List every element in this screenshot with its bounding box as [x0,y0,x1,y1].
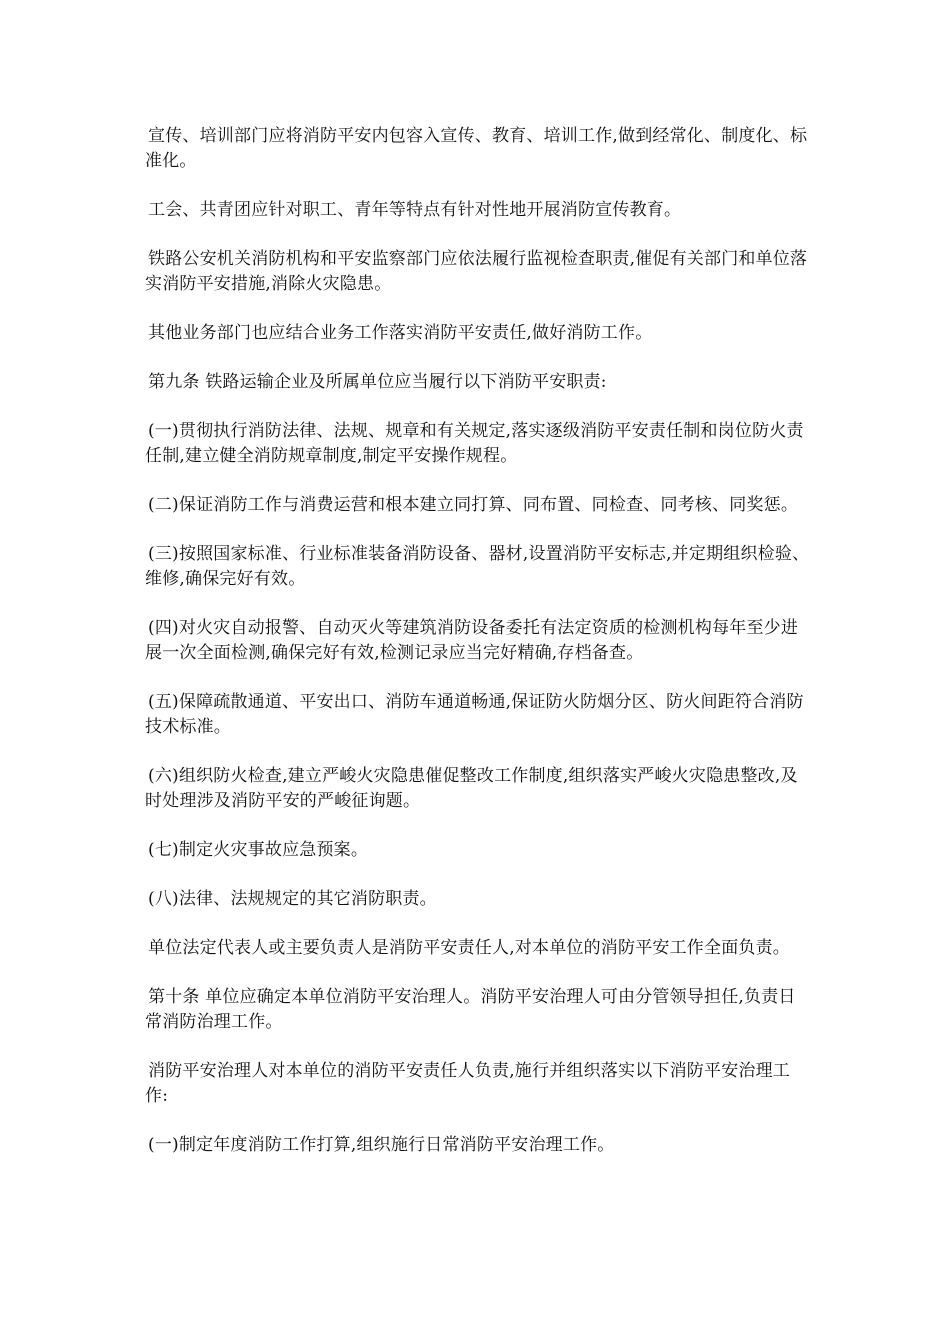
paragraph-item-3: (三)按照国家标准、行业标准装备消防设备、器材,设置消防平安标志,并定期组织检验、维修,确保完好有效。 [145,544,810,589]
paragraph-item-2: (二)保证消防工作与消费运营和根本建立同打算、同布置、同检查、同考核、同奖惩。 [148,495,799,515]
paragraph-legal-representative: 单位法定代表人或主要负责人是消防平安责任人,对本单位的消防平安工作全面负责。 [148,938,791,958]
document-body [145,124,810,1182]
paragraph-article-9: 第九条 铁路运输企业及所属单位应当履行以下消防平安职责: [148,372,607,392]
paragraph-item-5: (五)保障疏散通道、平安出口、消防车通道畅通,保证防火防烟分区、防火间距符合消防技术标准。 [145,692,804,737]
paragraph-union-youth: 工会、共青团应针对职工、青年等特点有针对性地开展消防宣传教育。 [148,200,682,220]
paragraph-item-8: (八)法律、法规规定的其它消防职责。 [148,889,437,909]
paragraph-manager-item-1: (一)制定年度消防工作打算,组织施行日常消防平安治理工作。 [148,1135,615,1155]
paragraph-item-1: (一)贯彻执行消防法律、法规、规章和有关规定,落实逐级消防平安责任制和岗位防火责任制,建立健全消防规章制度,制定平安操作规程。 [145,421,804,466]
paragraph-article-10: 第十条 单位应确定本单位消防平安治理人。消防平安治理人可由分管领导担任,负责日常消防治理工作。 [145,987,796,1032]
paragraph-safety-manager: 消防平安治理人对本单位的消防平安责任人负责,施行并组织落实以下消防平安治理工作: [145,1061,791,1106]
paragraph-item-6: (六)组织防火检查,建立严峻火灾隐患催促整改工作制度,组织落实严峻火灾隐患整改,及时处理涉及消防平安的严峻征询题。 [145,766,798,811]
paragraph-item-7: (七)制定火灾事故应急预案。 [148,840,369,860]
paragraph-publicity-training: 宣传、培训部门应将消防平安内包容入宣传、教育、培训工作,做到经常化、制度化、标准化。 [145,126,808,171]
paragraph-item-4: (四)对火灾自动报警、自动灭火等建筑消防设备委托有法定资质的检测机构每年至少进展一次全面检测,确保完好有效,检测记录应当完好精确,存档备查。 [145,618,799,663]
paragraph-other-departments: 其他业务部门也应结合业务工作落实消防平安责任,做好消防工作。 [148,323,653,343]
paragraph-railway-police: 铁路公安机关消防机构和平安监察部门应依法履行监视检查职责,催促有关部门和单位落实消防平安措施,消除火灾隐患。 [145,249,808,294]
